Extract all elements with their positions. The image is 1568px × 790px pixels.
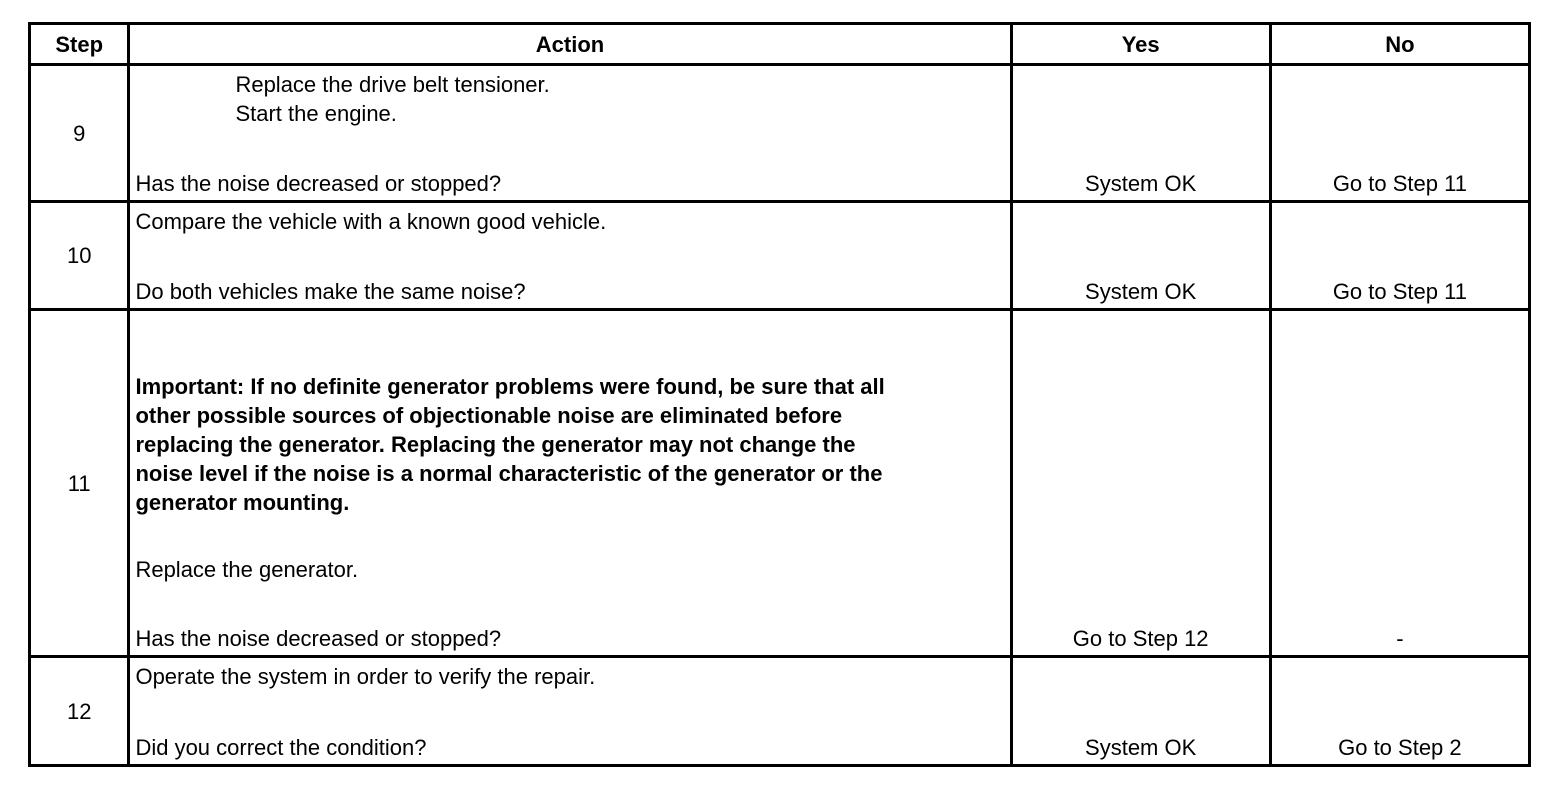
- no-result: Go to Step 11: [1270, 202, 1529, 310]
- table-row: [30, 657, 1530, 766]
- action-line: Replace the generator.: [135, 557, 359, 582]
- diagnostic-table: [28, 22, 1531, 767]
- yes-result: System OK: [1011, 202, 1270, 310]
- no-result: -: [1270, 310, 1529, 657]
- table-row: [30, 310, 1530, 657]
- important-line: Important: If no definite generator problems were found, be sure that all: [135, 374, 885, 399]
- no-result: Go to Step 2: [1270, 657, 1529, 766]
- action-line: Start the engine.: [235, 101, 397, 126]
- action-line: Compare the vehicle with a known good vehicle.: [135, 209, 607, 234]
- important-line: noise level if the noise is a normal characteristic of the generator or the: [135, 461, 883, 486]
- step-number: 10: [30, 202, 129, 310]
- header-yes: Yes: [1011, 24, 1270, 65]
- action-cell: [129, 65, 1011, 202]
- header-no: No: [1270, 24, 1529, 65]
- step-number: 11: [30, 310, 129, 657]
- yes-result: System OK: [1011, 657, 1270, 766]
- important-line: other possible sources of objectionable noise are eliminated before: [135, 403, 843, 428]
- table-row: [30, 202, 1530, 310]
- action-cell: [129, 657, 1011, 766]
- action-question: Do both vehicles make the same noise?: [135, 279, 526, 304]
- header-step: Step: [30, 24, 129, 65]
- action-question: Did you correct the condition?: [135, 735, 427, 760]
- action-cell: [129, 310, 1011, 657]
- action-cell: [129, 202, 1011, 310]
- action-line: Operate the system in order to verify the repair.: [135, 664, 596, 689]
- yes-result: Go to Step 12: [1011, 310, 1270, 657]
- action-question: Has the noise decreased or stopped?: [135, 171, 502, 196]
- important-note: [135, 372, 995, 517]
- table-row: [30, 65, 1530, 202]
- step-number: 12: [30, 657, 129, 766]
- header-action: Action: [129, 24, 1011, 65]
- important-line: replacing the generator. Replacing the generator may not change the: [135, 432, 856, 457]
- header-row: [30, 24, 1530, 65]
- action-question: Has the noise decreased or stopped?: [135, 626, 502, 651]
- step-number: 9: [30, 65, 129, 202]
- action-line: Replace the drive belt tensioner.: [235, 72, 550, 97]
- yes-result: System OK: [1011, 65, 1270, 202]
- important-line: generator mounting.: [135, 490, 350, 515]
- no-result: Go to Step 11: [1270, 65, 1529, 202]
